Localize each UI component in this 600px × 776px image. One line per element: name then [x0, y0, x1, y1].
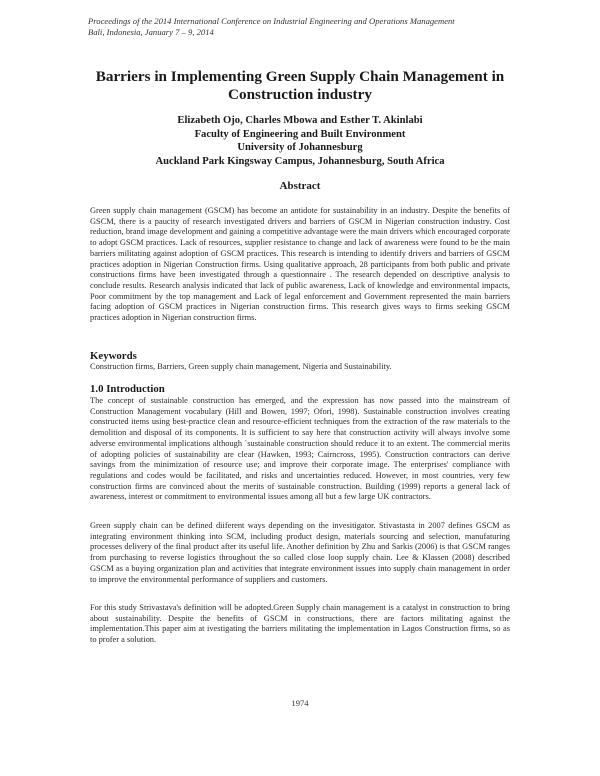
author-campus: Auckland Park Kingsway Campus, Johannesburg, South Africa	[155, 155, 445, 167]
keywords-text: Construction firms, Barriers, Green supply chain management, Nigeria and Sustainability.	[90, 362, 392, 371]
intro-paragraph-1: The concept of sustainable construction has emerged, and the expression has now passed into the mainstream of Construction Management vocabulary (Hill and Bowen, 1997; Ofori, 1998). Sustainable construction involves creating constructed items using best-practice clean and resource-efficient techniques from the extraction of the raw materials to the demolition and disposal of its components. It is sufficient to say here that construction activity will always involve some adverse environmental implications although `sustainable construction should reduce it to an extent. The commercial merits of adopting policies of sustainability are clear (Hawken, 1993; Cairncross, 1995). Construction contractors can derive savings from the minimization of resource use; and improve their corporate image. The enterprises' compliance with regulations and codes would be facilitated, and risks and uncertainties reduced. However, in most countries, very few construction firms are convinced about the merits of sustainable construction. Building (1999) reports a general lack of awareness, interest or commitment to environmental issues among all but a few large UK contractors.	[90, 396, 510, 502]
intro-paragraph-2: Green supply chain can be defined diiferent ways depending on the invesitigator. Stivastasta in 2007 defines GSCM as integrating environment thinking into SCM, including product design, materials sourcing and selection, manufaturing processes delivery of the final product after its useful life. Another definition by Zhu and Sarkis (2006) is that GSCM ranges from purchasing to reverse logistics throughout the so called close loop supply chain. Lee & Klassen (2008) described GSCM as a buying organization plan and activities that integrate environment issues into supply chain management in order to improve the environmental performance of suppliers and customers.	[90, 521, 510, 584]
intro-paragraph-3: For this study Strivastava's definition will be adopted.Green Supply chain management is a catalyst in construction to bring about sustainability. Despite the benefits of GSCM in constructions, there are factors militating against the implementation.This paper aim at ivestigating the barriers militating the implementation in Lagos Construction firms, so as to profer a solution.	[90, 603, 510, 645]
keywords-heading: Keywords	[90, 350, 137, 362]
abstract-heading: Abstract	[279, 180, 321, 192]
page-number: 1974	[291, 698, 309, 708]
abstract-text: Green supply chain management (GSCM) has become an antidote for sustainability in an industry. Despite the benefits of GSCM, there is a paucity of research investigated drivers and barriers of GSCM in Nigerian construction industry. Cost reduction, brand image development and gaining a competitive advantage were the main drivers which encouraged corporate to adopt GSCM practices. Lack of resources, supplier resistance to change and lack of awareness were found to be the main barriers militating against adoption of GSCM practices. This research is intending to identify drivers and barriers of GSCM practices adoption in Nigerian Construction firms. Using qualitative approach, 28 participants from both public and private constructions firms have been investigated through a questionnaire . The research depended on descriptive analysis to conclude results. Research analysis indicated that lack of public awareness, Lack of knowledge and environmental impacts, Poor commitment by the top management and Lack of legal enforcement and Government represented the main barriers facing adoption of GSCM practices in Nigerian construction firms. This research gives ways to firms seeking GSCM practices adoption in Nigerian construction firms.	[90, 206, 510, 323]
conference-name: Proceedings of the 2014 International Conference on Industrial Engineering and Operations Management	[88, 16, 455, 26]
author-block	[60, 114, 540, 168]
author-university: University of Johannesburg	[237, 142, 363, 154]
conference-location: Bali, Indonesia, January 7 – 9, 2014	[88, 27, 214, 37]
author-names: Elizabeth Ojo, Charles Mbowa and Esther T. Akinlabi	[177, 115, 423, 126]
author-faculty: Faculty of Engineering and Built Environment	[194, 128, 406, 140]
introduction-heading: 1.0 Introduction	[90, 383, 165, 395]
running-header	[88, 16, 455, 38]
paper-title: Barriers in Implementing Green Supply Chain Management in Construction industry	[95, 68, 505, 103]
